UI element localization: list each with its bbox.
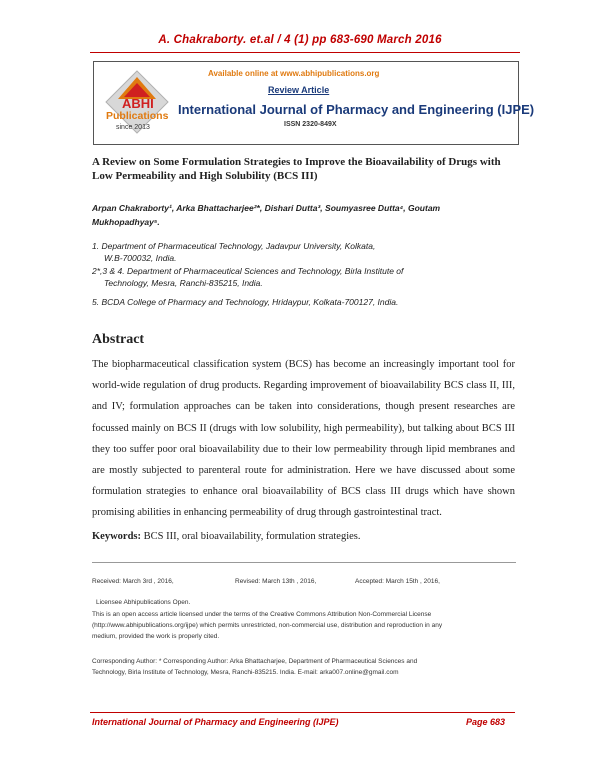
page-number: Page 683 (466, 717, 506, 727)
revised-date: Revised: March 13th , 2016, (235, 578, 317, 585)
affiliation-1-cont: W.B-700032, India. (104, 253, 177, 263)
footer-journal: International Journal of Pharmacy and Engineering (IJPE) (92, 717, 339, 727)
affiliation-2-cont: Technology, Mesra, Ranchi-835215, India. (104, 278, 263, 288)
license-line-3[interactable]: (http://www.abhipublications.org/ijpe) which permits unrestricted, non-commercial use, distribution and reproduction in any (92, 622, 443, 629)
corresponding-author-line-1: Corresponding Author: * Corresponding Author: Arka Bhattacharjee, Department of Pharmaceutical Sciences and (92, 658, 418, 665)
affiliation-1: 1. Department of Pharmaceutical Technology, Jadavpur University, Kolkata, (92, 241, 376, 251)
accepted-date: Accepted: March 15th , 2016, (355, 578, 440, 585)
abstract-body: The biopharmaceutical classification system (BCS) has become an increasingly important tool for world-wide regulation of drug products. Regarding improvement of bioavailability BCS class II, III, and IV; formulation approaches can be taken into considerations, though present researches are focussed mainly on BCS II (drugs with low solubility, high permeability), but talking about BCS III they too suffer poor oral bioavailability due to their low permeability through lipid membranes and are mostly subjected to parenteral route for administration. Here we have discussed about some formulation strategies to enhance oral bioavailability of BCS class III drugs which have shown promising abilities in enhancing permeability of drug through gastrointestinal tract. (92, 359, 515, 519)
logo-text-publications: Publications (106, 110, 169, 122)
affiliation-2: 2*,3 & 4. Department of Pharmaceutical Sciences and Technology, Birla Institute of (92, 266, 404, 276)
authors-line-2: Mukhopadhyay⁵. (92, 217, 160, 227)
available-online-text: Available online at www.abhipublications.org (208, 69, 380, 78)
keywords (92, 531, 515, 542)
keywords-label: Keywords: (92, 531, 141, 542)
abstract-heading: Abstract (92, 332, 145, 347)
issn: ISSN 2320-849X (284, 121, 337, 128)
author-list (92, 201, 522, 229)
logo-text-since: since 2013 (116, 124, 150, 131)
license-line-2: This is an open access article licensed under the terms of the Creative Commons Attribution Non-Commercial License (92, 611, 432, 618)
affiliation-3: 5. BCDA College of Pharmacy and Technology, Hridaypur, Kolkata-700127, India. (92, 297, 399, 307)
license-line-4: medium, provided the work is properly cited. (92, 633, 220, 640)
corresponding-author-line-2: Technology, Birla Institute of Technology, Mesra, Ranchi-835215. India. E-mail: arka007.online@gmail.com (92, 669, 399, 676)
article-type: Review Article (268, 85, 330, 95)
running-header: A. Chakraborty. et.al / 4 (1) pp 683-690 March 2016 (158, 34, 442, 46)
section-divider (92, 562, 516, 563)
footer-divider (90, 712, 515, 713)
article-title: A Review on Some Formulation Strategies to Improve the Bioavailability of Drugs with Low Permeability and High Solubility (BCS III) (92, 156, 501, 182)
received-date: Received: March 3rd , 2016, (92, 578, 174, 585)
journal-name: International Journal of Pharmacy and Engineering (IJPE) (178, 102, 535, 117)
authors-line-1: Arpan Chakraborty¹, Arka Bhattacharjee²*, Dishari Dutta³, Soumyasree Dutta⁴, Goutam (92, 203, 441, 213)
license-line-1: Licensee Abhipublications Open. (96, 599, 191, 606)
keywords-value: BCS III, oral bioavailability, formulation strategies. (143, 531, 361, 542)
header-divider (90, 52, 520, 53)
logo-text-abhi: ABHI (122, 96, 154, 111)
